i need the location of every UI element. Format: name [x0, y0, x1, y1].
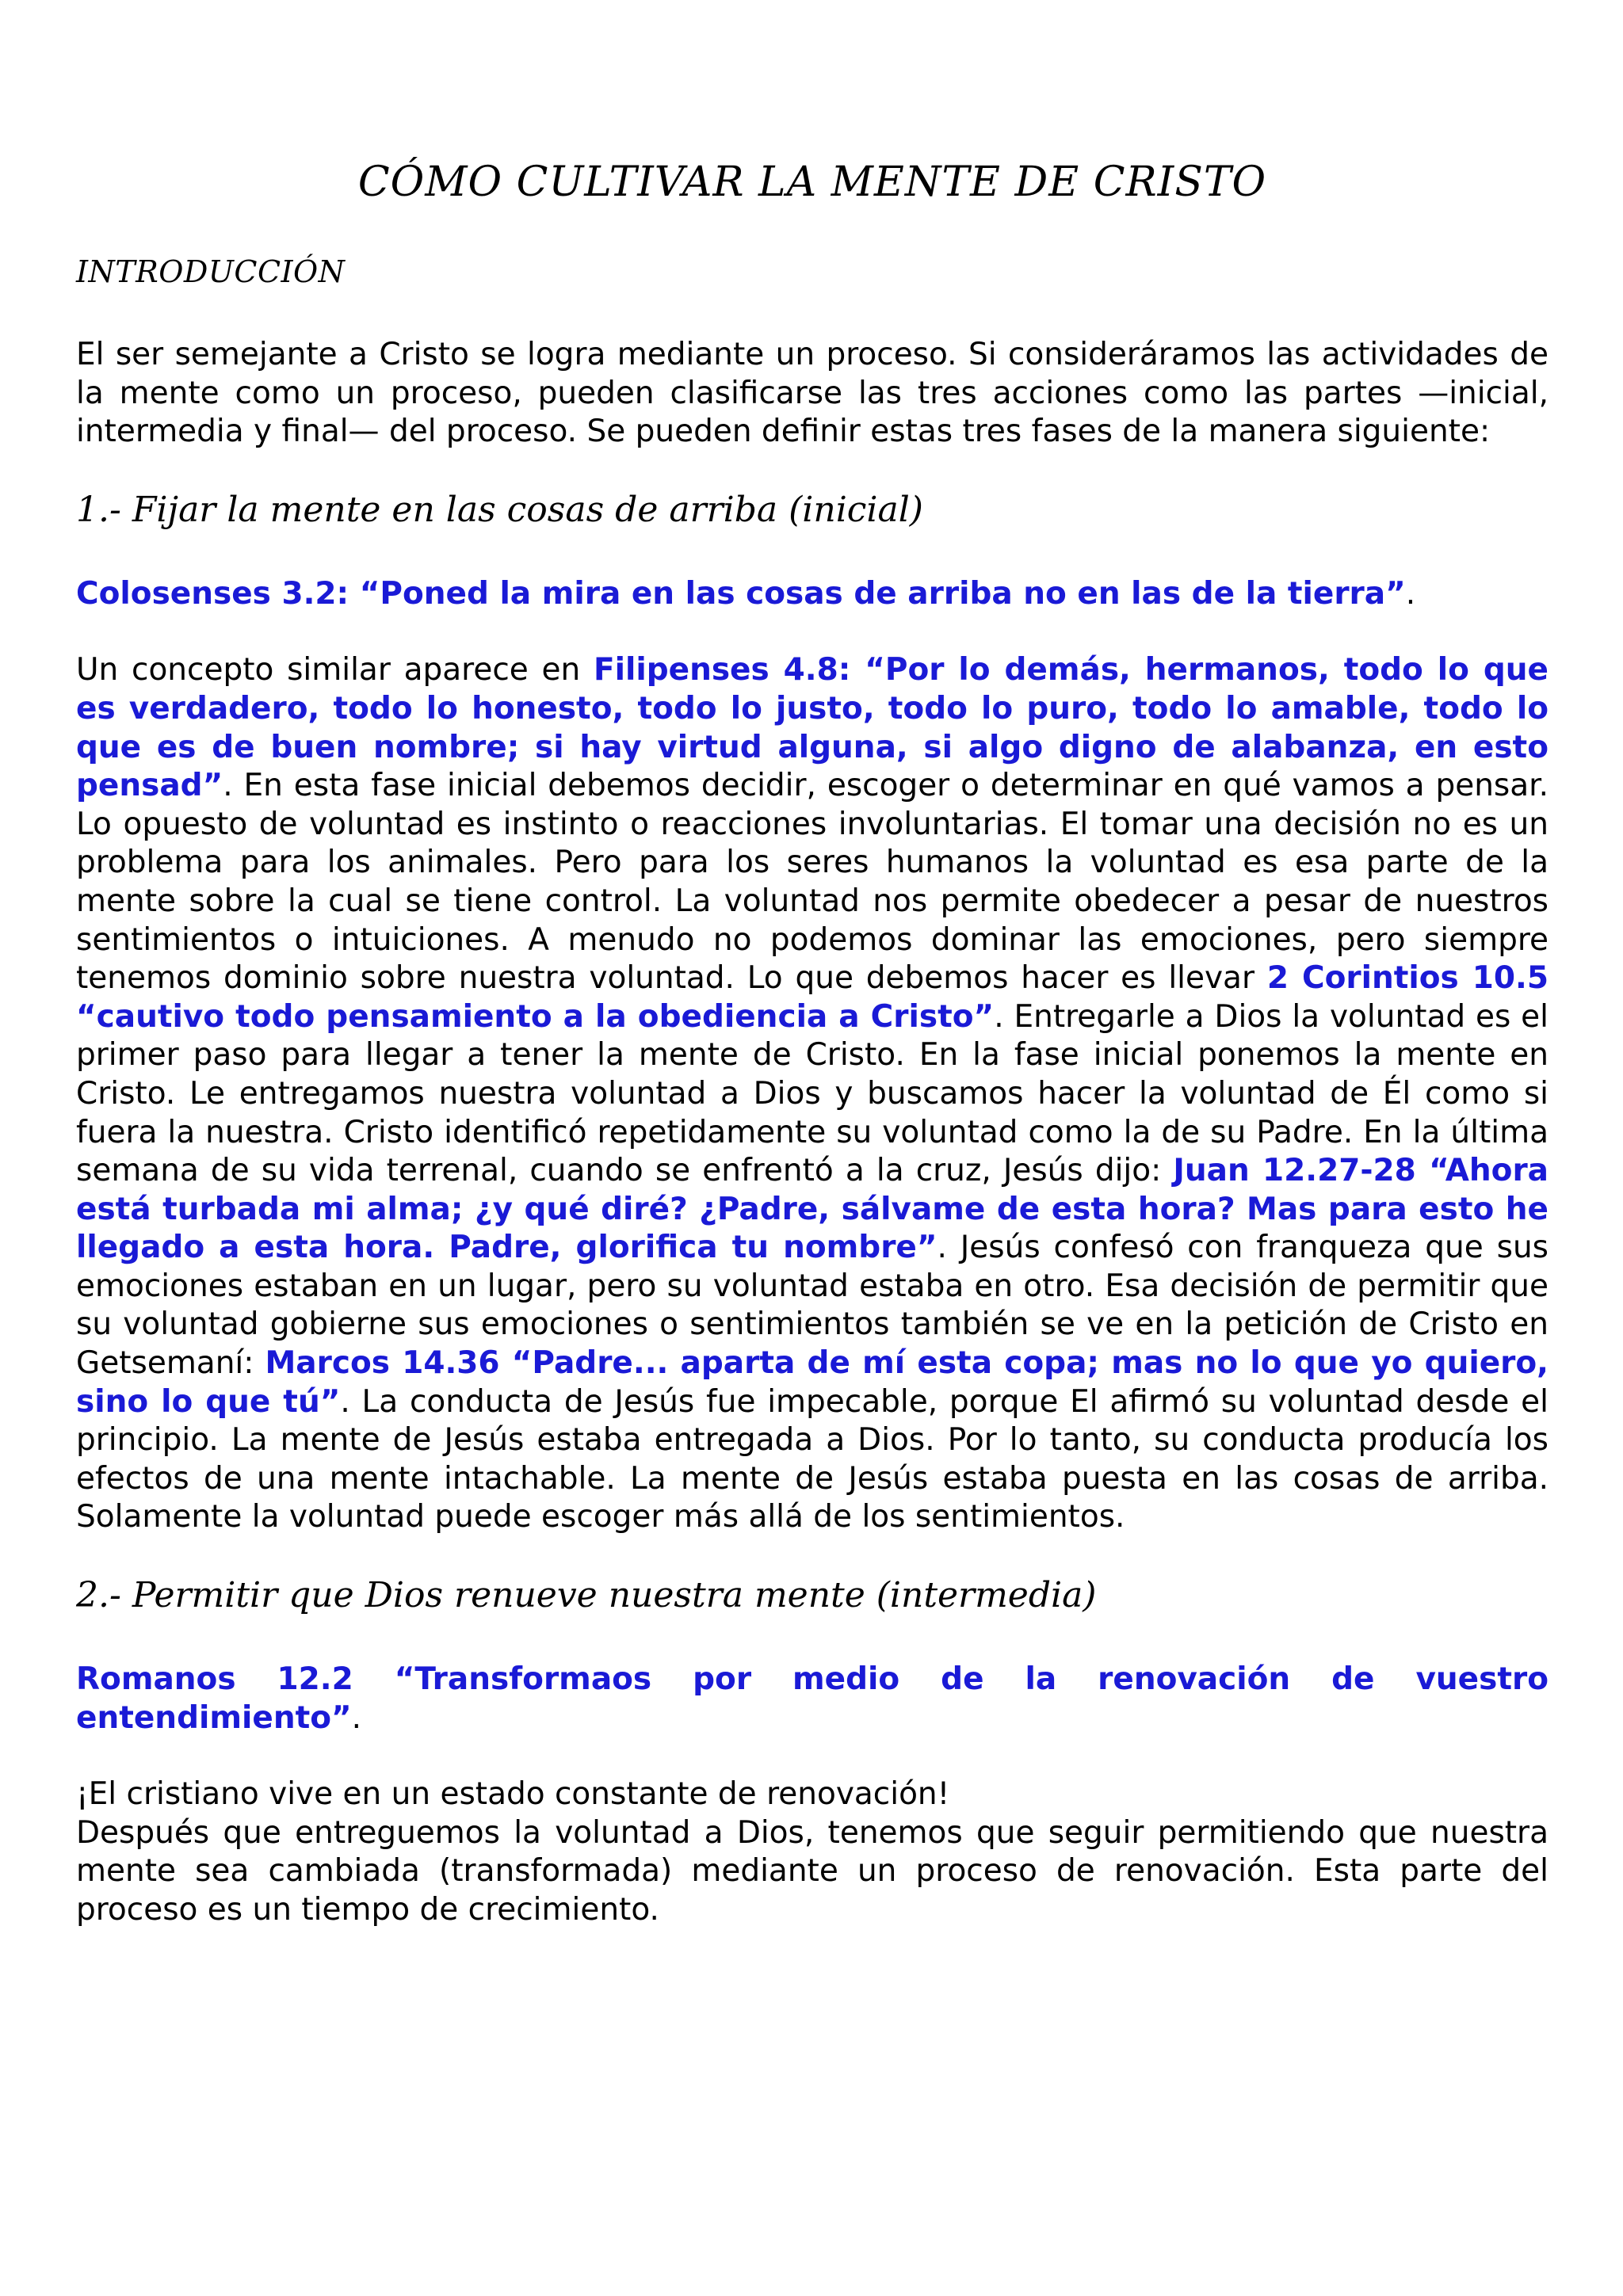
verse-period: .: [351, 1699, 362, 1736]
document-title: CÓMO CULTIVAR LA MENTE DE CRISTO: [357, 158, 1267, 206]
section1-verse: [76, 575, 1549, 614]
intro-label: INTRODUCCIÓN: [76, 254, 346, 289]
filipenses-reference: Filipenses 4.8: “Por lo demás, hermanos, todo lo que es verdadero, todo lo honesto, todo lo justo, todo lo puro, todo lo amable, todo lo que es de buen nombre; si hay virtud alguna, si algo digno de alabanza, en esto pensad”: [76, 652, 1549, 804]
body-intro-text: Un concepto similar aparece en: [76, 652, 594, 688]
corintios-reference: 2 Corintios 10.5 “cautivo todo pensamiento a la obediencia a Cristo”: [76, 960, 1549, 1035]
body-text-b: . Entregarle a Dios la voluntad es el primer paso para llegar a tener la mente de Cristo. En la fase inicial ponemos la mente en Cristo. Le entregamos nuestra voluntad a Dios y buscamos hacer la voluntad de Él como si fuera la nuestra. Cristo identificó repetidamente su voluntad como la de su Padre. En la última semana de su vida terrenal, cuando se enfrentó a la cruz, Jesús dijo:: [76, 998, 1549, 1189]
juan-reference: Juan 12.27-28 “Ahora está turbada mi alma; ¿y qué diré? ¿Padre, sálvame de esta hora? Mas para esto he llegado a esta hora. Padre, glorifica tu nombre”: [76, 1153, 1549, 1266]
body-text-d: . La conducta de Jesús fue impecable, porque El afirmó su voluntad desde el principio. La mente de Jesús estaba entregada a Dios. Por lo tanto, su conducta producía los efectos de una mente intachable. La mente de Jesús estaba puesta en las cosas de arriba. Solamente la voluntad puede escoger más allá de los sentimientos.: [76, 1383, 1549, 1535]
colosenses-reference: Colosenses 3.2: “Poned la mira en las cosas de arriba no en las de la tierra”: [76, 575, 1406, 612]
document-content: [76, 158, 1549, 1930]
verse-period: .: [1405, 575, 1416, 612]
section2-heading: 2.- Permitir que Dios renueve nuestra mente (intermedia): [76, 1575, 1097, 1616]
romanos-reference: Romanos 12.2 “Transformaos por medio de la renovación de vuestro entendimiento”: [76, 1661, 1549, 1736]
section1-heading: 1.- Fijar la mente en las cosas de arriba (inicial): [76, 489, 923, 530]
intro-paragraph: El ser semejante a Cristo se logra mediante un proceso. Si consideráramos las actividades de la mente como un proceso, pueden clasificarse las tres acciones como las partes —inicial, intermedia y final— del proceso. Se pueden definir estas tres fases de la manera siguiente:: [76, 337, 1549, 450]
section2-paragraph: Después que entreguemos la voluntad a Dios, tenemos que seguir permitiendo que nuestra mente sea cambiada (transformada) mediante un proceso de renovación. Esta parte del proceso es un tiempo de crecimiento.: [76, 1814, 1549, 1928]
body-text-a: . En esta fase inicial debemos decidir, escoger o determinar en qué vamos a pensar. Lo opuesto de voluntad es instinto o reacciones involuntarias. El tomar una decisión no es un problema para los animales. Pero para los seres humanos la voluntad es esa parte de la mente sobre la cual se tiene control. La voluntad nos permite obedecer a pesar de nuestros sentimientos o intuiciones. A menudo no podemos dominar las emociones, pero siempre tenemos dominio sobre nuestra voluntad. Lo que debemos hacer es llevar: [76, 768, 1549, 997]
section2-verse: [76, 1661, 1549, 1737]
body-text-c: . Jesús confesó con franqueza que sus emociones estaban en un lugar, pero su voluntad estaba en otro. Esa decisión de permitir que su voluntad gobierne sus emociones o sentimientos también se ve en la petición de Cristo en Getsemaní:: [76, 1230, 1549, 1382]
section2-line1: ¡El cristiano vive en un estado constante de renovación!: [76, 1776, 950, 1813]
marcos-reference: Marcos 14.36 “Padre... aparta de mí esta copa; mas no lo que yo quiero, sino lo que tú”: [76, 1345, 1549, 1420]
section1-body: [76, 651, 1549, 1537]
